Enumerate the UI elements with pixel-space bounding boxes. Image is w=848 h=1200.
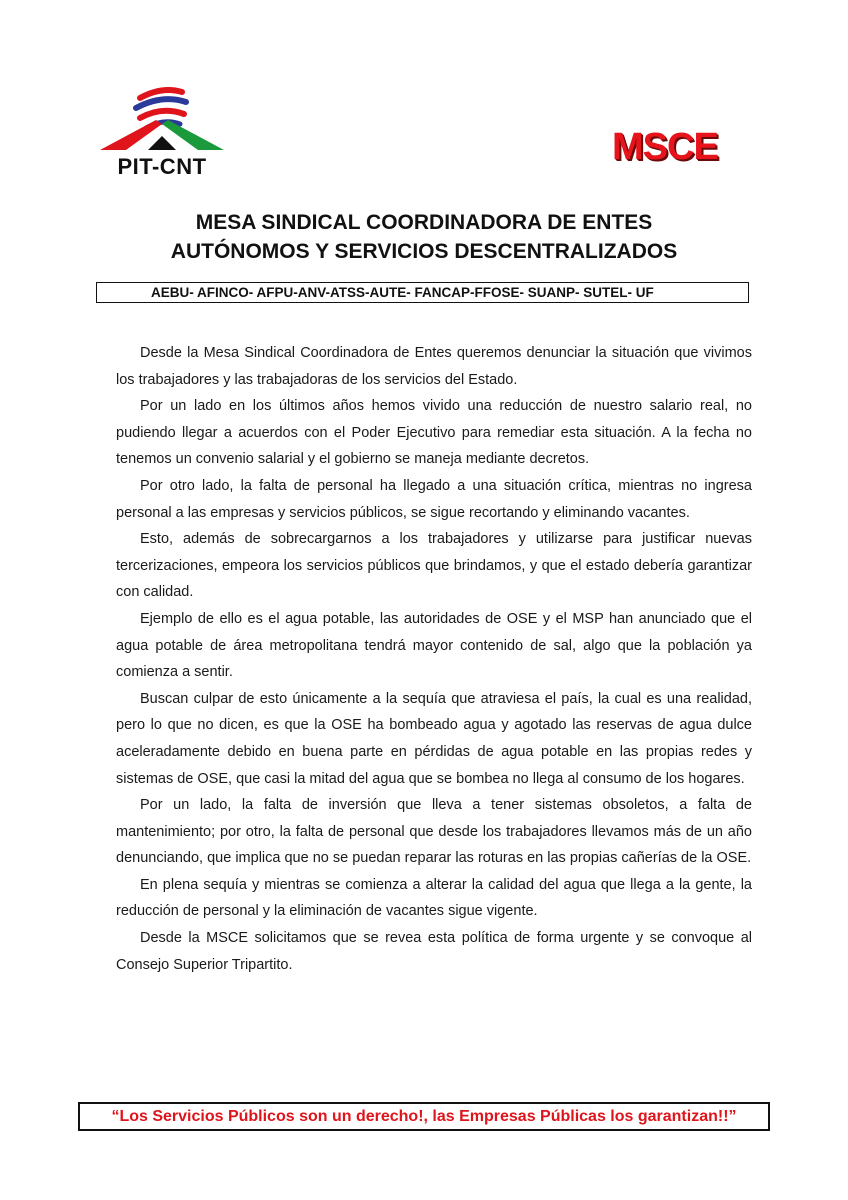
paragraph: Buscan culpar de esto únicamente a la sequía que atraviesa el país, la cual es una realidad, pero lo que no dicen, es que la OSE ha bombeado agua y agotado las reservas de agua dulce aceleradamente debido en buena parte en pérdidas de agua potable en las propias redes y sistemas de OSE, que casi la mitad del agua que se bombea no llega al consumo de los hogares.: [116, 690, 752, 787]
msce-logo: MSCE: [612, 126, 718, 168]
paragraph: Desde la Mesa Sindical Coordinadora de Entes queremos denunciar la situación que vivimos los trabajadores y las trabajadoras de los servicios del Estado.: [116, 345, 752, 388]
title-line-1: MESA SINDICAL COORDINADORA DE ENTES: [195, 211, 653, 234]
paragraph: Esto, además de sobrecargarnos a los trabajadores y utilizarse para justificar nuevas tercerizaciones, empeora los servicios públicos que brindamos, y que el estado debería garantizar con calidad.: [116, 531, 752, 601]
body-text: [116, 340, 752, 978]
unions-box: [96, 282, 749, 303]
paragraph: Desde la MSCE solicitamos que se revea esta política de forma urgente y se convoque al Consejo Superior Tripartito.: [116, 930, 752, 973]
pit-cnt-logo: [96, 84, 228, 184]
paragraph: Ejemplo de ello es el agua potable, las autoridades de OSE y el MSP han anunciado que el agua potable de área metropolitana tendrá mayor contenido de sal, algo que la población ya comienza a sentir.: [116, 610, 752, 681]
title-line-2: AUTÓNOMOS Y SERVICIOS DESCENTRALIZADOS: [170, 240, 678, 263]
pit-cnt-logo-icon: [96, 84, 228, 156]
paragraph: Por otro lado, la falta de personal ha llegado a una situación crítica, mientras no ingresa personal a las empresas y servicios públicos, se sigue recortando y eliminando vacantes.: [116, 477, 752, 521]
paragraph: Por un lado en los últimos años hemos vivido una reducción de nuestro salario real, no pudiendo llegar a acuerdos con el Poder Ejecutivo para remediar esta situación. A la fecha no tenemos un convenio salarial y el gobierno se maneja mediante decretos.: [116, 398, 752, 468]
paragraph: Por un lado, la falta de inversión que lleva a tener sistemas obsoletos, a falta de mantenimiento; por otro, la falta de personal que desde los trabajadores llevamos más de un año denunciando, que implica que no se puedan reparar las roturas en las propias cañerías de la OSE.: [116, 797, 752, 867]
page-title: [0, 208, 848, 266]
unions-list: AEBU- AFINCO- AFPU-ANV-ATSS-AUTE- FANCAP-FFOSE- SUANP- SUTEL- UF: [151, 285, 654, 300]
slogan-text: “Los Servicios Públicos son un derecho!, las Empresas Públicas los garantizan!!”: [111, 1108, 737, 1125]
pit-cnt-logo-text: PIT-CNT: [117, 154, 207, 179]
paragraph: En plena sequía y mientras se comienza a alterar la calidad del agua que llega a la gente, la reducción de personal y la eliminación de vacantes sigue vigente.: [116, 876, 752, 920]
slogan-box: [78, 1102, 770, 1131]
